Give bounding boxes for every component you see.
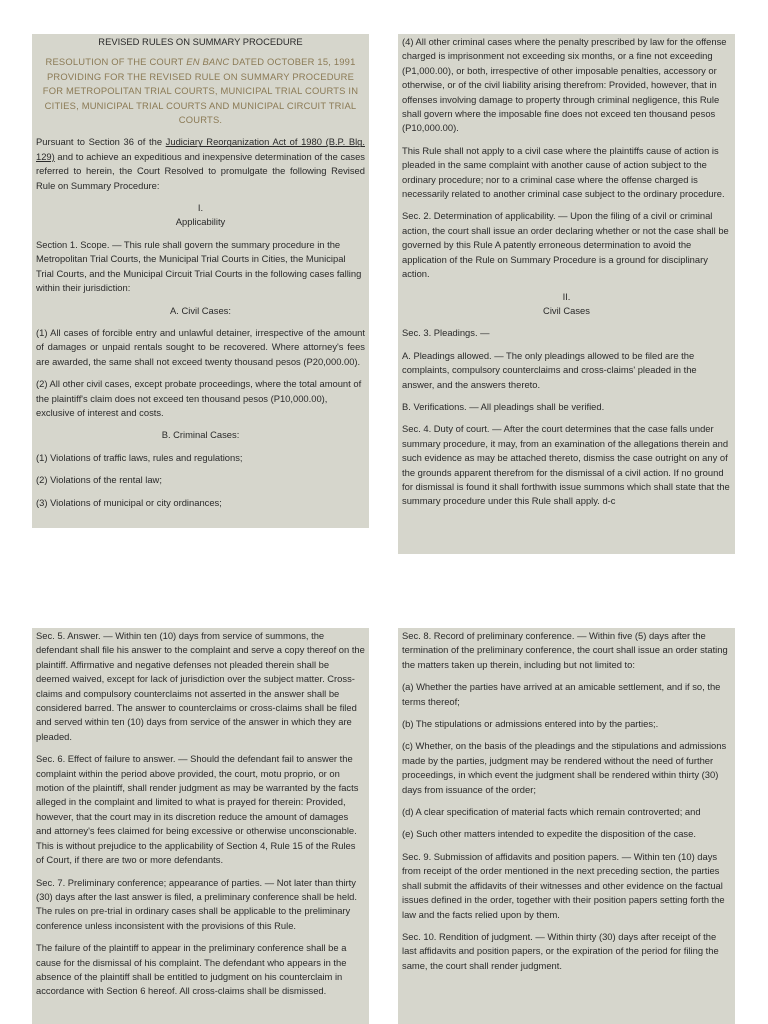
criminal-cases-heading: B. Criminal Cases: [161, 429, 240, 441]
judiciary-act-link[interactable]: Judiciary Reorganization Act of 1980 (B.P. Blg. 129) [36, 136, 365, 162]
section-5: Sec. 5. Answer. — Within ten (10) days from service of summons, the defendant shall file his answer to the complaint and serve a copy thereof on the plaintiff. Affirmative and negative defenses not pleaded therein shall be deemed waived, except for lack of jurisdiction over the subject matter. Cross-claims and compulsory counterclaims not asserted in the answer shall be considered barred. The answer to counterclaims or cross-claims shall be filed and served within ten (10) days from service of the answer in which they are pleaded. [36, 630, 365, 742]
section-8d: (d) A clear specification of material facts which remain controverted; and [402, 806, 701, 818]
section-1: Section 1. Scope. — This rule shall govern the summary procedure in the Metropolitan Trial Courts, the Municipal Trial Courts in Cities, the Municipal Trial Courts, and the Municipal Circuit Trial Courts in the following cases falling within their jurisdiction: [36, 238, 362, 294]
page-panel-1 [32, 34, 369, 528]
section-8c: (c) Whether, on the basis of the pleadings and the stipulations and admissions made by the parties, judgment may be rendered without the need of further proceedings, in which event the judgment shall be rendered within thirty (30) days from issuance of the order; [402, 740, 727, 795]
exception-paragraph: This Rule shall not apply to a civil case where the plaintiffs cause of action is pleaded in the same complaint with another cause of action subject to the ordinary procedure; nor to a criminal case where the offense charged is necessarily related to another criminal case subject to the ordinary procedure. [402, 144, 725, 200]
part-number: I. [197, 202, 204, 214]
section-9: Sec. 9. Submission of affidavits and position papers. — Within ten (10) days from receipt of the order mentioned in the next preceding section, the parties shall submit the affidavits of their witnesses and other evidence on the factual issues defined in the order, together with their position papers setting forth the law and the facts relied upon by them. [402, 850, 725, 920]
section-6: Sec. 6. Effect of failure to answer. — Should the defendant fail to answer the complaint within the period above provided, the court, motu proprio, or on motion of the plaintiff, shall render judgment as may be warranted by the facts alleged in the complaint and limited to what is prayed for therein: Provided, however, that the court may in its discretion reduce the amount of damages and attorney's fees claimed for being excessive or otherwise unconscionable. This is without prejudice to the applicability of Section 4, Rule 15 of the Rules of Court, if there are two or more defendants. [36, 753, 359, 866]
section-8: Sec. 8. Record of preliminary conference. — Within five (5) days after the termination of the preliminary conference, the court shall issue an order stating the matters taken up therein, including but not limited to: [402, 630, 728, 670]
page-panel-2 [398, 34, 735, 554]
resolution-text-a: RESOLUTION OF THE COURT [45, 56, 187, 68]
resolution-italic: EN BANC [186, 56, 230, 68]
civil-cases-heading: A. Civil Cases: [170, 304, 231, 316]
part-title: Applicability [175, 216, 226, 228]
section-3a: A. Pleadings allowed. — The only pleadings allowed to be filed are the complaints, compulsory counterclaims and cross-claims' pleaded in the answer, and the answers thereto. [402, 349, 697, 390]
section-8b: (b) The stipulations or admissions entered into by the parties;. [402, 718, 659, 730]
section-8e: (e) Such other matters intended to expedite the disposition of the case. [402, 828, 696, 840]
criminal-item-3: (3) Violations of municipal or city ordinances; [36, 496, 222, 508]
section-3b: B. Verifications. — All pleadings shall be verified. [402, 400, 605, 412]
section-10: Sec. 10. Rendition of judgment. — Within thirty (30) days after receipt of the last affidavits and position papers, or the expiration of the period for filing the same, the court shall render judgment. [402, 930, 719, 971]
pursuant-text-b: and to achieve an expeditious and inexpensive determination of the cases referred to herein, the Court Resolved to promulgate the following Revised Rule on Summary Procedure: [36, 150, 365, 191]
section-3: Sec. 3. Pleadings. — [402, 327, 490, 339]
civil-item-2: (2) All other civil cases, except probate proceedings, where the total amount of the plaintiff's claim does not exceed ten thousand pesos (P10,000.00), exclusive of interest and costs. [36, 378, 362, 418]
page-panel-3 [32, 628, 369, 1024]
resolution-text-b: DATED OCTOBER 15, 1991 PROVIDING FOR THE REVISED RULE ON SUMMARY PROCEDURE FOR METROPOLITAN TRIAL COURTS, MUNICIPAL TRIAL COURTS IN CITIES, MUNICIPAL TRIAL COURTS AND MUNICIPAL CIRCUIT TRIAL COURTS. [42, 56, 359, 126]
section-2: Sec. 2. Determination of applicability. — Upon the filing of a civil or criminal action, the court shall issue an order declaring whether or not the case shall be governed by this Rule A patently erroneous determination to avoid the application of the Rule on Summary Procedure is a ground for disciplinary action. [402, 210, 729, 280]
resolution-heading [36, 55, 365, 127]
pursuant-paragraph [36, 135, 365, 193]
pursuant-text-a: Pursuant to Section 36 of the [36, 136, 166, 148]
document-title: REVISED RULES ON SUMMARY PROCEDURE [98, 36, 303, 47]
section-7-paragraph-2: The failure of the plaintiff to appear in the preliminary conference shall be a cause for the dismissal of his complaint. The defendant who appears in the absence of the plaintiff shall be entitled to judgment on his counterclaim in accordance with Section 6 hereof. All cross-claims shall be dismissed. [36, 942, 347, 997]
criminal-item-1: (1) Violations of traffic laws, rules and regulations; [36, 451, 243, 463]
section-4: Sec. 4. Duty of court. — After the court determines that the case falls under summary procedure, it may, from an examination of the allegations therein and such evidence as may be attached thereto, dismiss the case outright on any of the grounds apparent therefrom for the dismissal of a civil action. If no ground for dismissal is found it shall forthwith issue summons which shall state that the summary procedure under this Rule shall apply. d-c [402, 423, 730, 507]
page-panel-4 [398, 628, 735, 1024]
criminal-item-2: (2) Violations of the rental law; [36, 474, 162, 486]
part-number: II. [562, 290, 571, 302]
part-title: Civil Cases [543, 304, 590, 316]
section-8a: (a) Whether the parties have arrived at an amicable settlement, and if so, the terms thereof; [402, 681, 721, 707]
civil-item-1: (1) All cases of forcible entry and unlawful detainer, irrespective of the amount of damages or unpaid rentals sought to be recovered. Where attorney's fees are awarded, the same shall not exceed twenty thousand pesos (P20,000.00). [36, 326, 365, 367]
section-7: Sec. 7. Preliminary conference; appearance of parties. — Not later than thirty (30) days after the last answer is filed, a preliminary conference shall be held. The rules on pre-trial in ordinary cases shall be applicable to the preliminary conference unless inconsistent with the provisions of this Rule. [36, 876, 357, 931]
criminal-item-4: (4) All other criminal cases where the penalty prescribed by law for the offense charged is imprisonment not exceeding six months, or a fine not exceeding (P1,000.00), or both, irrespective of other imposable penalties, accessory or otherwise, or of the civil liability arising therefrom: Provided, however, that in offenses involving damage to property through criminal negligence, this Rule shall govern where the imposable fine does not exceed ten thousand pesos (P10,000.00). [402, 36, 727, 134]
